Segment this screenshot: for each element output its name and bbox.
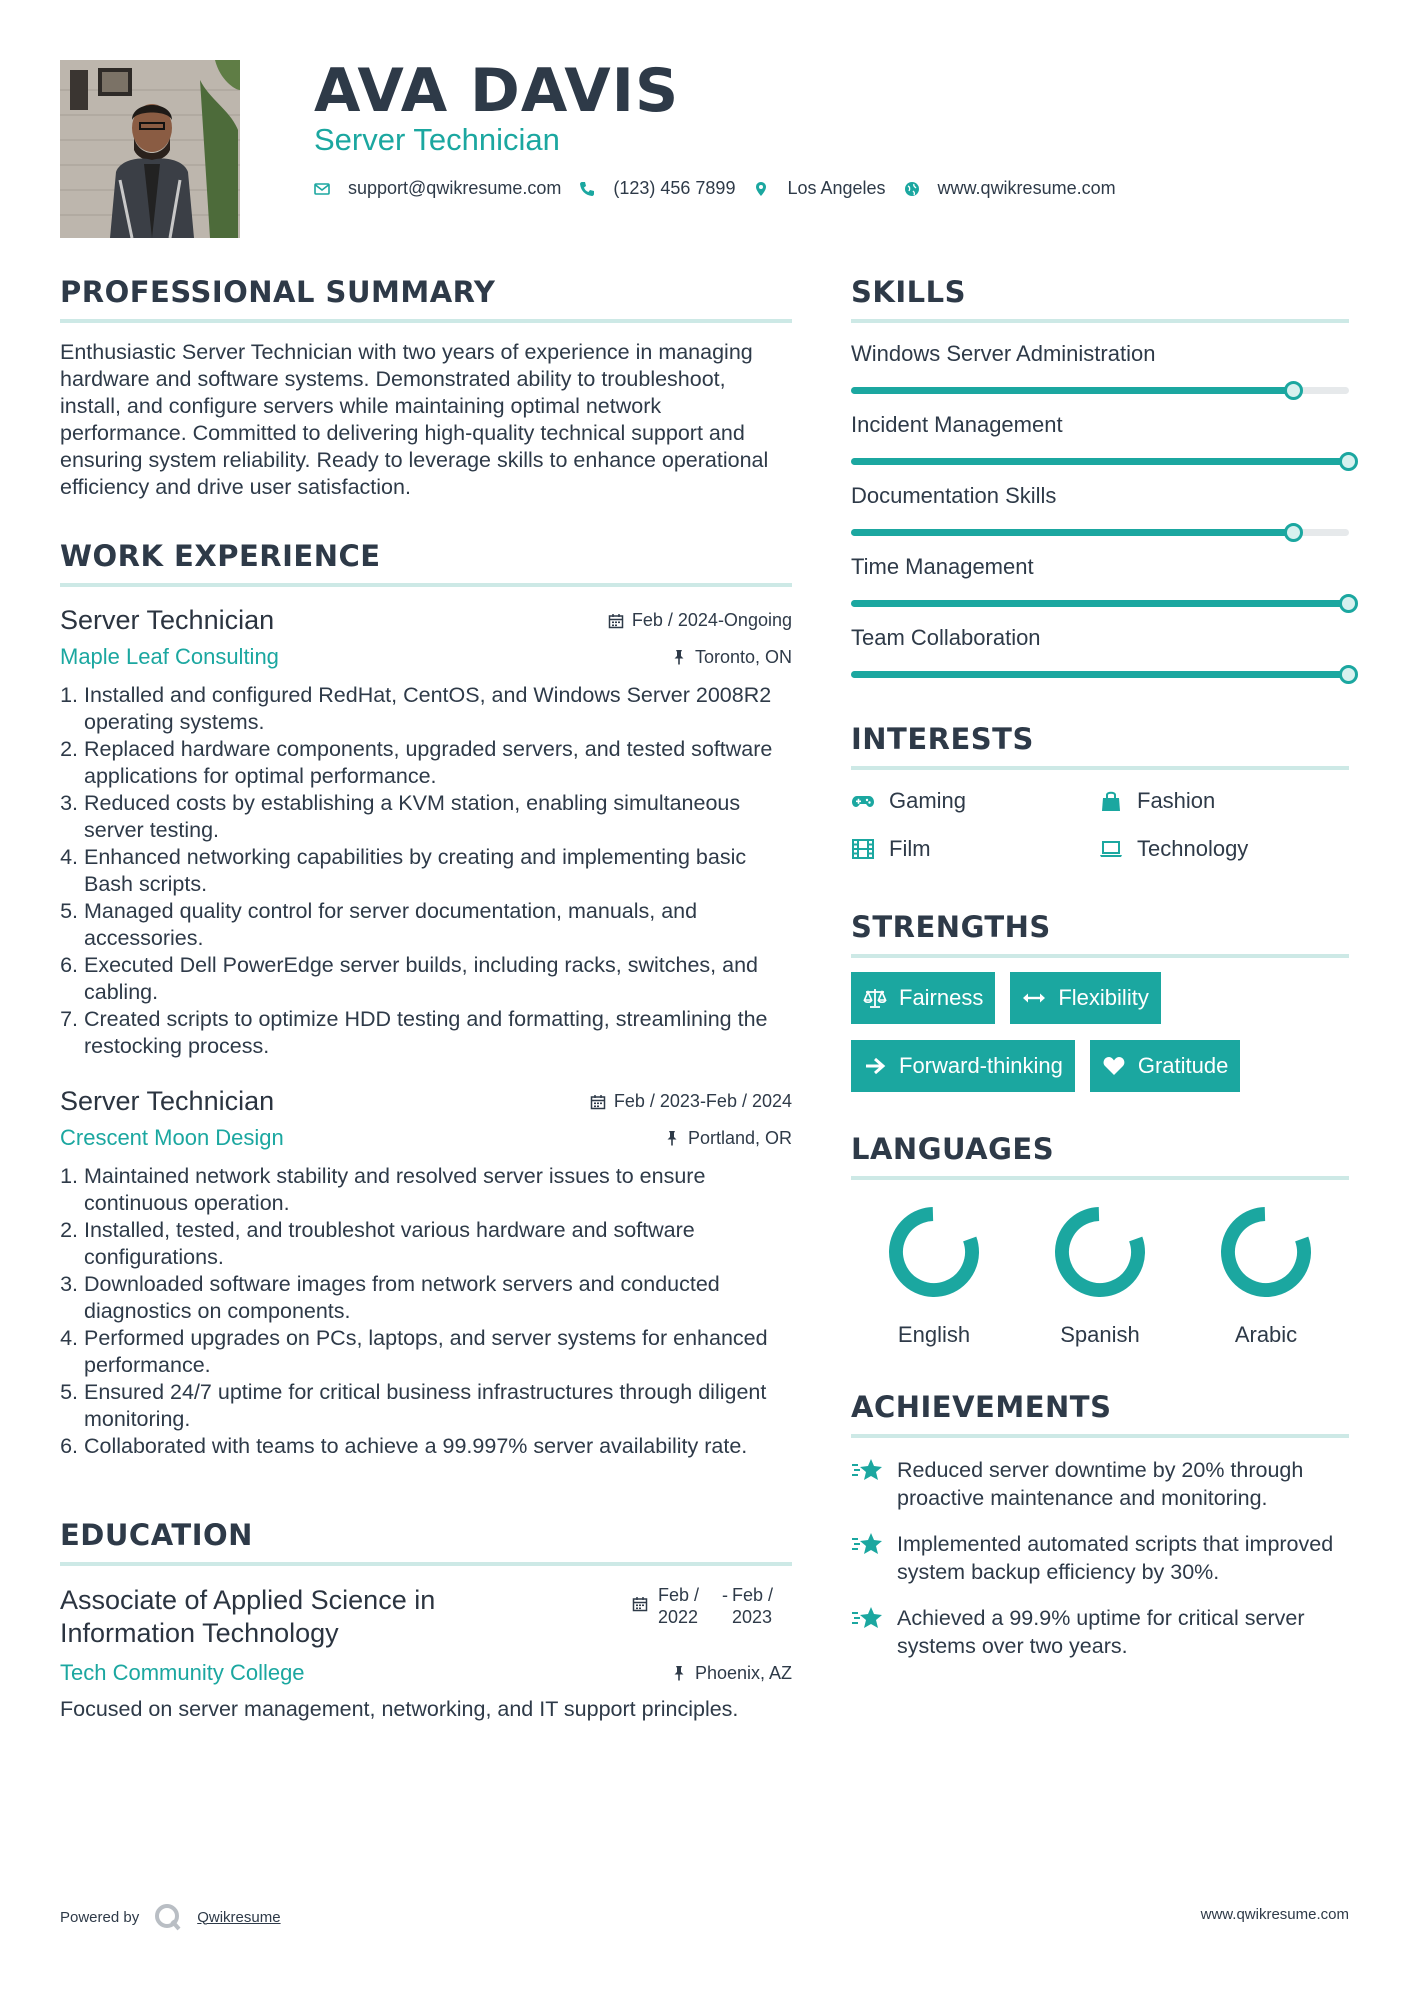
strength-tag: Flexibility <box>1010 972 1160 1024</box>
gamepad-icon <box>851 790 875 812</box>
strength-tag: Gratitude <box>1090 1040 1241 1092</box>
contact-bar <box>314 178 1134 199</box>
interest-item: Fashion <box>1099 788 1347 814</box>
job-location-text: Portland, OR <box>687 1127 792 1148</box>
language-name: English <box>897 1322 971 1347</box>
star-award-icon <box>851 1530 885 1558</box>
achievement-item: Reduced server downtime by 20% through proactive maintenance and monitoring. <box>851 1456 1349 1512</box>
footer-powered-by <box>60 1902 281 1932</box>
skill-name: Time Management <box>851 554 1034 579</box>
list-item: 3. Reduced costs by establishing a KVM station, enabling simultaneous server testing. <box>60 791 741 842</box>
list-item: 2. Installed, tested, and troubleshot various hardware and software configurations. <box>60 1218 695 1269</box>
achievement-item: Achieved a 99.9% uptime for critical server systems over two years. <box>851 1604 1349 1660</box>
skills-list <box>851 341 1349 678</box>
contact-website[interactable] <box>904 178 1116 199</box>
right-column <box>851 275 1349 1660</box>
skill-knob <box>1339 452 1358 471</box>
skill-bar <box>851 458 1349 465</box>
skills-heading: SKILLS <box>851 275 1349 323</box>
skill-fill <box>851 387 1294 394</box>
job-title: Server Technician <box>60 605 275 635</box>
language-ring <box>886 1204 982 1300</box>
contact-phone-text: (123) 456 7899 <box>613 178 736 198</box>
calendar-icon <box>632 1596 648 1612</box>
interests-list <box>851 788 1349 862</box>
list-item: 6. Executed Dell PowerEdge server builds, including racks, switches, and cabling. <box>60 953 758 1004</box>
summary-heading: PROFESSIONAL SUMMARY <box>60 275 792 323</box>
strength-tag: Forward-thinking <box>851 1040 1075 1092</box>
job-entry <box>60 605 792 1060</box>
arrows-horizontal-icon <box>1022 987 1046 1009</box>
profile-photo <box>60 60 240 238</box>
skill-bar <box>851 529 1349 536</box>
candidate-role: Server Technician <box>314 122 560 157</box>
degree-title: Associate of Applied Science in Information Technology <box>60 1585 436 1648</box>
language-item <box>1017 1204 1183 1348</box>
list-item: 6. Collaborated with teams to achieve a 99.997% server availability rate. <box>60 1434 748 1458</box>
skill-name: Documentation Skills <box>851 483 1057 508</box>
language-name: Arabic <box>1234 1322 1298 1347</box>
job-dates-text: Feb / 2024-Ongoing <box>631 610 792 630</box>
summary-text: Enthusiastic Server Technician with two years of experience in managing hardware and software systems. Demonstrated ability to troubleshoot, install, and configure servers while maintaining optimal network performance. Committed to delivering high-quality technical support and ensuring system reliability. Ready to leverage skills to enhance operational efficiency and drive user satisfaction. <box>60 340 769 499</box>
strength-tag: Fairness <box>851 972 995 1024</box>
job-bullets <box>60 1163 792 1460</box>
contact-phone[interactable] <box>579 178 735 199</box>
language-name: Spanish <box>1060 1322 1140 1347</box>
map-pin-icon <box>753 181 769 197</box>
education-entry <box>60 1584 792 1723</box>
education-description: Focused on server management, networking, and IT support principles. <box>60 1697 739 1721</box>
skill-item <box>851 625 1349 678</box>
achievements-heading: ACHIEVEMENTS <box>851 1390 1349 1438</box>
list-item: 5. Ensured 24/7 uptime for critical business infrastructures through diligent monitoring. <box>60 1380 767 1431</box>
skill-knob <box>1284 523 1303 542</box>
experience-heading: WORK EXPERIENCE <box>60 539 792 587</box>
strengths-heading: STRENGTHS <box>851 910 1349 958</box>
language-ring <box>1218 1204 1314 1300</box>
globe-icon <box>904 181 920 197</box>
education-location-text: Phoenix, AZ <box>694 1662 792 1683</box>
skill-fill <box>851 600 1349 607</box>
skill-name: Team Collaboration <box>851 625 1041 650</box>
language-item <box>1183 1204 1349 1348</box>
school-name: Tech Community College <box>60 1660 305 1685</box>
candidate-name: AVA DAVIS <box>314 56 680 126</box>
star-award-icon <box>851 1604 885 1632</box>
phone-icon <box>579 181 595 197</box>
contact-email-text: support@qwikresume.com <box>348 178 562 198</box>
skill-knob <box>1339 665 1358 684</box>
contact-website-text: www.qwikresume.com <box>937 178 1116 198</box>
film-icon <box>851 838 875 860</box>
skill-fill <box>851 458 1349 465</box>
education-start: Feb / 2022 <box>658 1585 700 1627</box>
contact-email[interactable] <box>314 178 561 199</box>
job-dates-text: Feb / 2023-Feb / 2024 <box>613 1091 792 1111</box>
calendar-icon <box>608 613 624 629</box>
skill-name: Incident Management <box>851 412 1063 437</box>
achievement-item: Implemented automated scripts that improved system backup efficiency by 30%. <box>851 1530 1349 1586</box>
job-location <box>664 1128 792 1149</box>
education-heading: EDUCATION <box>60 1518 792 1566</box>
job-title: Server Technician <box>60 1086 275 1116</box>
contact-location-text: Los Angeles <box>787 178 886 198</box>
education-end: Feb / 2023 <box>732 1585 774 1627</box>
skill-item <box>851 483 1349 536</box>
laptop-icon <box>1099 838 1123 860</box>
skill-knob <box>1284 381 1303 400</box>
job-entry <box>60 1086 792 1460</box>
languages-heading: LANGUAGES <box>851 1132 1349 1180</box>
job-company: Crescent Moon Design <box>60 1125 284 1150</box>
job-bullets <box>60 682 792 1060</box>
star-award-icon <box>851 1456 885 1484</box>
interests-heading: INTERESTS <box>851 722 1349 770</box>
strengths-list <box>851 972 1349 1108</box>
skill-item <box>851 554 1349 607</box>
interest-item: Gaming <box>851 788 1099 814</box>
list-item: 2. Replaced hardware components, upgraded servers, and tested software applications for optimal performance. <box>60 737 773 788</box>
skill-bar <box>851 600 1349 607</box>
qwikresume-logo-icon <box>153 1902 183 1932</box>
skill-bar <box>851 671 1349 678</box>
skill-name: Windows Server Administration <box>851 341 1156 366</box>
arrow-right-icon <box>863 1055 887 1077</box>
skill-item <box>851 341 1349 394</box>
pushpin-icon <box>671 649 687 665</box>
shopping-bag-icon <box>1099 790 1123 812</box>
education-location <box>671 1663 792 1684</box>
job-company: Maple Leaf Consulting <box>60 644 279 669</box>
languages-list <box>851 1204 1349 1348</box>
skill-fill <box>851 529 1294 536</box>
job-dates <box>590 1091 792 1112</box>
pushpin-icon <box>671 1665 687 1681</box>
list-item: 5. Managed quality control for server documentation, manuals, and accessories. <box>60 899 698 950</box>
job-dates <box>608 610 792 631</box>
job-location-text: Toronto, ON <box>694 646 792 667</box>
achievements-list <box>851 1456 1349 1660</box>
list-item: 4. Enhanced networking capabilities by creating and implementing basic Bash scripts. <box>60 845 747 896</box>
language-ring <box>1052 1204 1148 1300</box>
skill-bar <box>851 387 1349 394</box>
powered-by-label: Powered by <box>60 1908 140 1926</box>
envelope-icon <box>314 181 330 197</box>
language-item <box>851 1204 1017 1348</box>
list-item: 1. Installed and configured RedHat, CentOS, and Windows Server 2008R2 operating systems. <box>60 683 772 734</box>
left-column <box>60 275 792 1723</box>
interest-item: Film <box>851 836 1099 862</box>
job-location <box>671 647 792 668</box>
contact-location <box>753 178 885 199</box>
skill-knob <box>1339 594 1358 613</box>
interest-item: Technology <box>1099 836 1347 862</box>
footer-url[interactable]: www.qwikresume.com <box>1200 1906 1349 1923</box>
skill-item <box>851 412 1349 465</box>
heart-icon <box>1102 1055 1126 1077</box>
balance-scale-icon <box>863 987 887 1009</box>
skill-fill <box>851 671 1349 678</box>
list-item: 4. Performed upgrades on PCs, laptops, and server systems for enhanced performance. <box>60 1326 768 1377</box>
pushpin-icon <box>664 1130 680 1146</box>
list-item: 1. Maintained network stability and resolved server issues to ensure continuous operation. <box>60 1164 706 1215</box>
education-dates: Feb / 2022 - Feb / 2023 <box>632 1584 792 1628</box>
list-item: 3. Downloaded software images from network servers and conducted diagnostics on components. <box>60 1272 720 1323</box>
qwikresume-link[interactable]: Qwikresume <box>197 1908 281 1926</box>
list-item: 7. Created scripts to optimize HDD testing and formatting, streamlining the restocking process. <box>60 1007 768 1058</box>
calendar-icon <box>590 1094 606 1110</box>
